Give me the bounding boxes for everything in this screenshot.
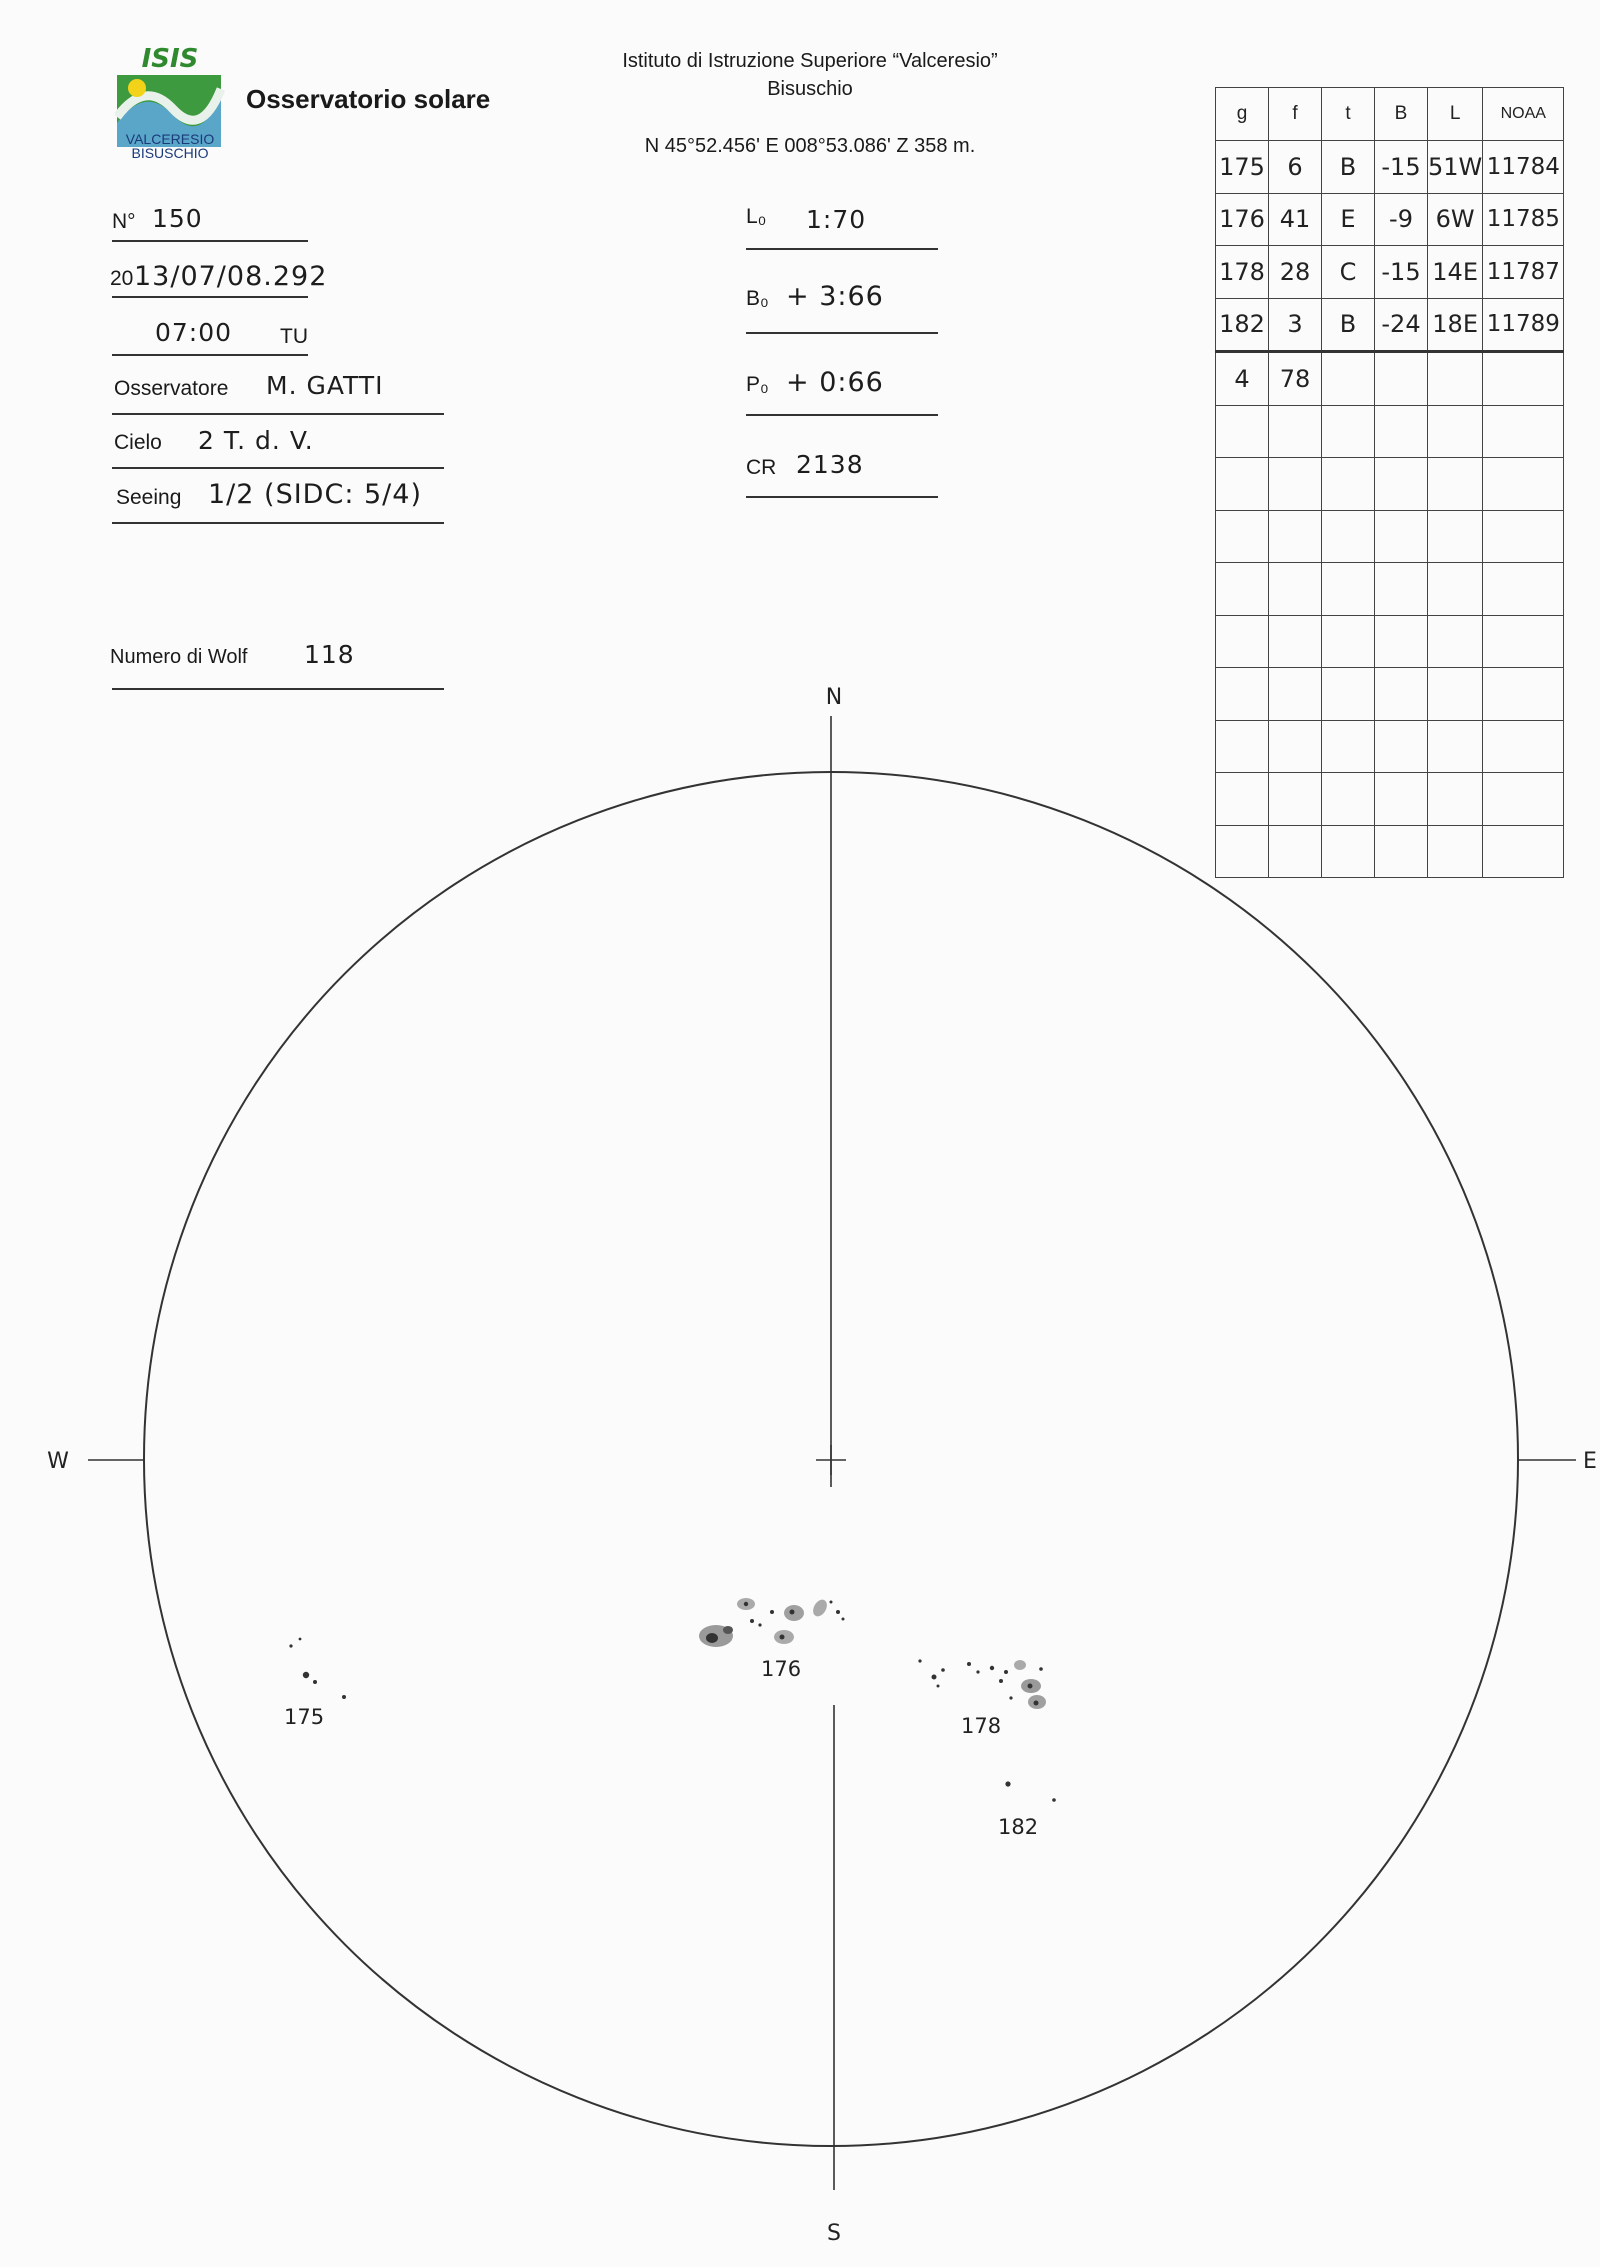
cr-label: CR [746, 456, 777, 479]
date-prefix: 20 [110, 267, 134, 290]
observer-label: Osservatore [114, 377, 229, 400]
sky-value: 2 T. d. V. [198, 426, 314, 455]
table-header-cell: B [1375, 88, 1428, 141]
group-label-182: 182 [998, 1815, 1039, 1839]
table-cell: 182 [1216, 298, 1269, 352]
table-header-cell: t [1322, 88, 1375, 141]
table-cell: 41 [1269, 193, 1322, 246]
observatory-coordinates: N 45°52.456' E 008°53.086' Z 358 m. [644, 135, 976, 157]
group-label-175: 175 [284, 1705, 325, 1729]
table-header-cell: f [1269, 88, 1322, 141]
table-cell: 3 [1269, 298, 1322, 352]
table-cell: 18E [1428, 298, 1483, 352]
table-cell: 11789 [1483, 298, 1564, 352]
sunspot-group-182 [1005, 1781, 1055, 1801]
sunspot-group-178 [918, 1659, 1046, 1709]
seeing-label: Seeing [116, 486, 182, 509]
table-cell: 4 [1216, 352, 1269, 406]
sunspot-group-176 [699, 1597, 845, 1647]
logo-isis-text: ISIS [141, 44, 199, 74]
north-label: N [825, 685, 843, 710]
south-label: S [827, 2221, 841, 2246]
record-number-value: 150 [152, 204, 203, 233]
table-cell: 28 [1269, 246, 1322, 299]
table-cell: C [1322, 246, 1375, 299]
seeing-value: 1/2 (SIDC: 5/4) [208, 479, 422, 510]
date-value: 13/07/08.292 [134, 261, 328, 292]
record-number-label: N° [112, 210, 136, 233]
table-header-cell: g [1216, 88, 1269, 141]
b0-label: B₀ [746, 287, 769, 310]
table-cell: 78 [1269, 352, 1322, 406]
table-cell: 14E [1428, 246, 1483, 299]
table-cell: 11787 [1483, 246, 1564, 299]
table-cell: -9 [1375, 193, 1428, 246]
table-cell: 51W [1428, 141, 1483, 194]
logo-caption: VALCERESIO BISUSCHIO [125, 131, 215, 161]
table-cell: E [1322, 193, 1375, 246]
b0-value: + 3:66 [786, 281, 884, 312]
cr-value: 2138 [796, 450, 864, 479]
west-label: W [47, 1449, 69, 1474]
wolf-number-label: Numero di Wolf [110, 646, 248, 668]
p0-value: + 0:66 [786, 367, 884, 398]
table-cell: B [1322, 298, 1375, 352]
table-cell: -15 [1375, 246, 1428, 299]
table-cell: 11784 [1483, 141, 1564, 194]
table-header-cell: NOAA [1483, 88, 1564, 141]
l0-value: 1:70 [806, 205, 867, 234]
table-header-cell: L [1428, 88, 1483, 141]
table-cell: 175 [1216, 141, 1269, 194]
table-cell: 178 [1216, 246, 1269, 299]
table-cell: 6W [1428, 193, 1483, 246]
table-cell: -15 [1375, 141, 1428, 194]
institute-city: Bisuschio [767, 78, 853, 100]
time-value: 07:00 [155, 318, 233, 347]
table-cell: 11785 [1483, 193, 1564, 246]
table-cell: 176 [1216, 193, 1269, 246]
l0-label: L₀ [746, 205, 767, 228]
p0-label: P₀ [746, 373, 769, 396]
observatory-title: Osservatorio solare [246, 84, 491, 114]
group-label-176: 176 [761, 1657, 802, 1681]
institute-name: Istituto di Istruzione Superiore “Valceresio” [622, 50, 998, 72]
wolf-number-value: 118 [304, 640, 355, 669]
sky-label: Cielo [114, 431, 162, 454]
table-cell: -24 [1375, 298, 1428, 352]
east-label: E [1583, 1449, 1597, 1474]
observer-value: M. GATTI [266, 371, 384, 400]
table-cell: B [1322, 141, 1375, 194]
group-label-178: 178 [961, 1714, 1002, 1738]
time-unit: TU [280, 325, 308, 348]
sunspot-group-175 [289, 1638, 346, 1699]
table-cell: 6 [1269, 141, 1322, 194]
